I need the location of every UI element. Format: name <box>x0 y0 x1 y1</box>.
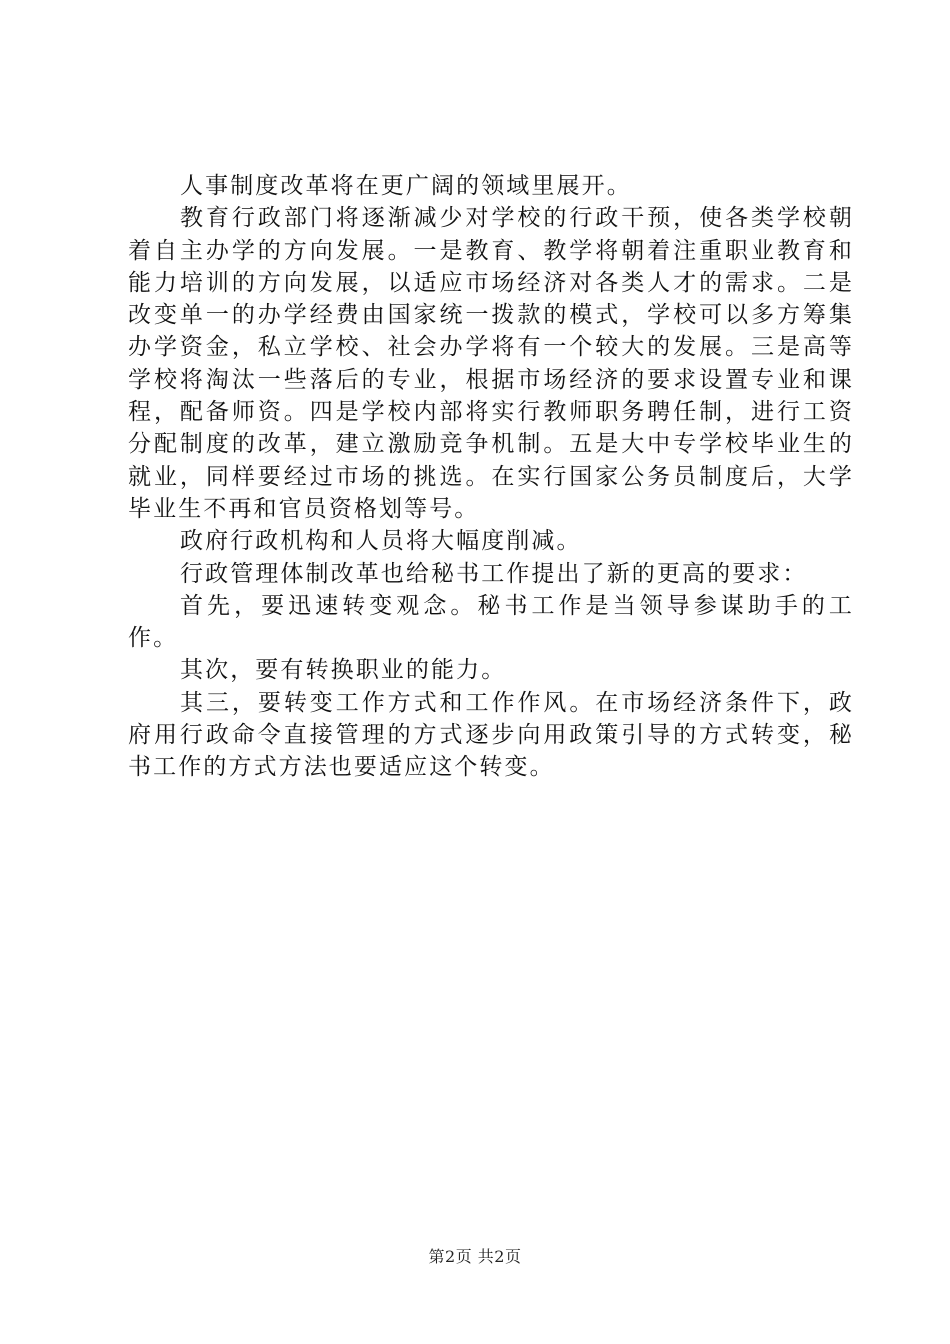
page-footer <box>0 1244 950 1267</box>
paragraph-5: 首先，要迅速转变观念。秘书工作是当领导参谋助手的工作。 <box>128 592 854 652</box>
paragraph-3: 政府行政机构和人员将大幅度削减。 <box>180 528 582 555</box>
paragraph-4: 行政管理体制改革也给秘书工作提出了新的更高的要求： <box>180 560 808 587</box>
page-number-indicator: 第2页 共2页 <box>428 1247 522 1266</box>
paragraph-2: 教育行政部门将逐渐减少对学校的行政干预，使各类学校朝着自主办学的方向发展。一是教育、教学将朝着注重职业教育和能力培训的方向发展，以适应市场经济对各类人才的需求。二是改变单一的办学经费由国家统一拨款的模式，学校可以多方筹集办学资金，私立学校、社会办学将有一个较大的发展。三是高等学校将淘汰一些落后的专业，根据市场经济的要求设置专业和课程，配备师资。四是学校内部将实行教师职务聘任制，进行工资分配制度的改革，建立激励竞争机制。五是大中专学校毕业生的就业，同样要经过市场的挑选。在实行国家公务员制度后，大学毕业生不再和官员资格划等号。 <box>128 205 854 522</box>
document-body <box>128 170 854 784</box>
paragraph-1: 人事制度改革将在更广阔的领域里展开。 <box>180 173 632 199</box>
paragraph-7: 其三，要转变工作方式和工作作风。在市场经济条件下，政府用行政命令直接管理的方式逐步向用政策引导的方式转变，秘书工作的方式方法也要适应这个转变。 <box>128 689 854 781</box>
paragraph-6: 其次，要有转换职业的能力。 <box>180 657 507 684</box>
